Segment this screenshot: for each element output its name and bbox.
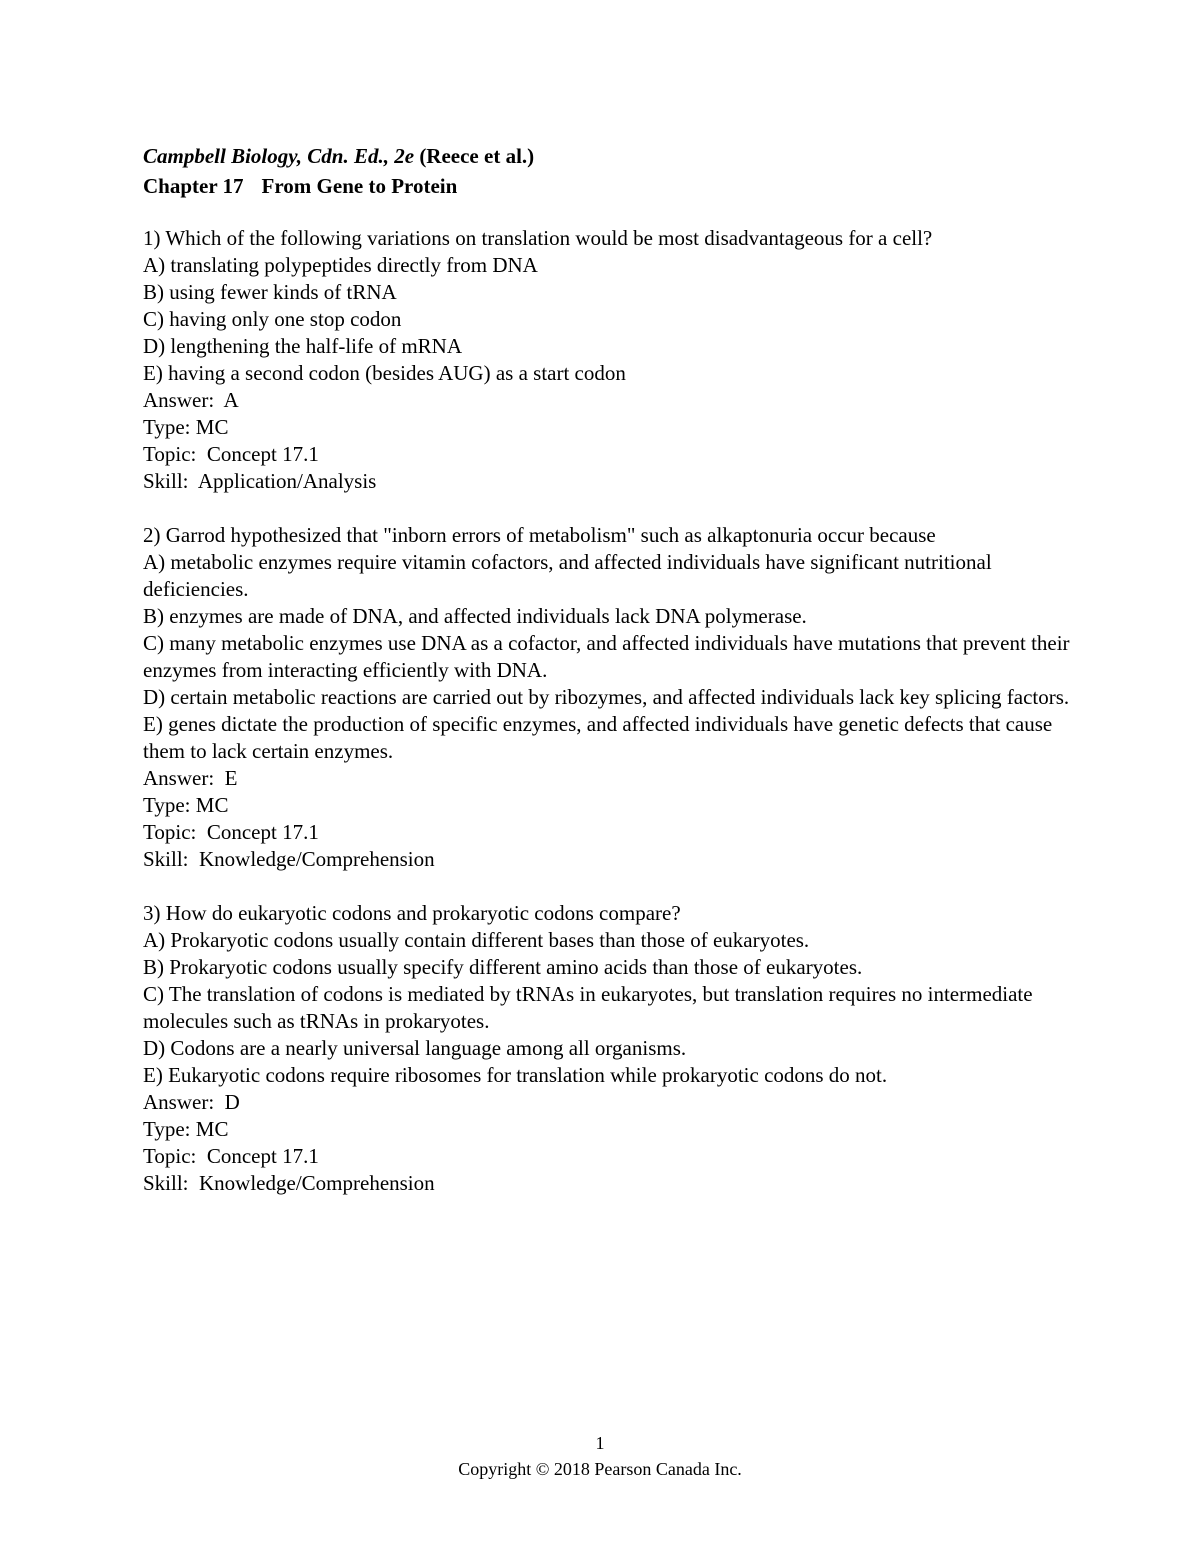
- question-topic: Topic: Concept 17.1: [143, 442, 319, 466]
- question-skill: Skill: Knowledge/Comprehension: [143, 847, 435, 871]
- question-type: Type: MC: [143, 415, 229, 439]
- book-authors: (Reece et al.): [419, 144, 535, 168]
- chapter-label: Chapter 17: [143, 174, 244, 198]
- answer: Answer: D: [143, 1090, 240, 1114]
- option-a: A) Prokaryotic codons usually contain different bases than those of eukaryotes.: [143, 928, 810, 952]
- question-stem: 3) How do eukaryotic codons and prokaryotic codons compare?: [143, 901, 681, 925]
- option-c: C) The translation of codons is mediated by tRNAs in eukaryotes, but translation requires no intermediate molecules such as tRNAs in prokaryotes.: [143, 982, 1038, 1033]
- option-d: D) Codons are a nearly universal language among all organisms.: [143, 1036, 687, 1060]
- option-d: D) lengthening the half-life of mRNA: [143, 334, 462, 358]
- option-b: B) enzymes are made of DNA, and affected individuals lack DNA polymerase.: [143, 604, 807, 628]
- question-topic: Topic: Concept 17.1: [143, 1144, 319, 1168]
- option-d: D) certain metabolic reactions are carried out by ribozymes, and affected individuals lack key splicing factors.: [143, 685, 1070, 709]
- option-e: E) having a second codon (besides AUG) as a start codon: [143, 361, 626, 385]
- option-e: E) genes dictate the production of specific enzymes, and affected individuals have genetic defects that cause them to lack certain enzymes.: [143, 712, 1058, 763]
- question-skill: Skill: Application/Analysis: [143, 469, 377, 493]
- question-stem: 2) Garrod hypothesized that "inborn errors of metabolism" such as alkaptonuria occur because: [143, 523, 936, 547]
- option-b: B) using fewer kinds of tRNA: [143, 280, 397, 304]
- question-1: [143, 225, 1073, 495]
- option-a: A) metabolic enzymes require vitamin cofactors, and affected individuals have significant nutritional deficiencies.: [143, 550, 997, 601]
- page-number: 1: [595, 1433, 605, 1453]
- book-citation: [143, 141, 1073, 171]
- question-type: Type: MC: [143, 1117, 229, 1141]
- question-3: [143, 900, 1073, 1197]
- option-a: A) translating polypeptides directly from DNA: [143, 253, 538, 277]
- option-e: E) Eukaryotic codons require ribosomes for translation while prokaryotic codons do not.: [143, 1063, 888, 1087]
- question-type: Type: MC: [143, 793, 229, 817]
- question-stem: 1) Which of the following variations on translation would be most disadvantageous for a cell?: [143, 226, 933, 250]
- page-content: [143, 141, 1073, 1197]
- question-skill: Skill: Knowledge/Comprehension: [143, 1171, 435, 1195]
- answer: Answer: A: [143, 388, 239, 412]
- book-title: Campbell Biology, Cdn. Ed., 2e: [143, 144, 415, 168]
- option-c: C) having only one stop codon: [143, 307, 402, 331]
- copyright-notice: Copyright © 2018 Pearson Canada Inc.: [458, 1459, 742, 1479]
- question-2: [143, 522, 1073, 873]
- chapter-title: From Gene to Protein: [261, 174, 458, 198]
- chapter-heading: [143, 171, 1073, 201]
- option-b: B) Prokaryotic codons usually specify different amino acids than those of eukaryotes.: [143, 955, 863, 979]
- question-topic: Topic: Concept 17.1: [143, 820, 319, 844]
- answer: Answer: E: [143, 766, 238, 790]
- option-c: C) many metabolic enzymes use DNA as a cofactor, and affected individuals have mutations that prevent their enzymes from interacting efficiently with DNA.: [143, 631, 1075, 682]
